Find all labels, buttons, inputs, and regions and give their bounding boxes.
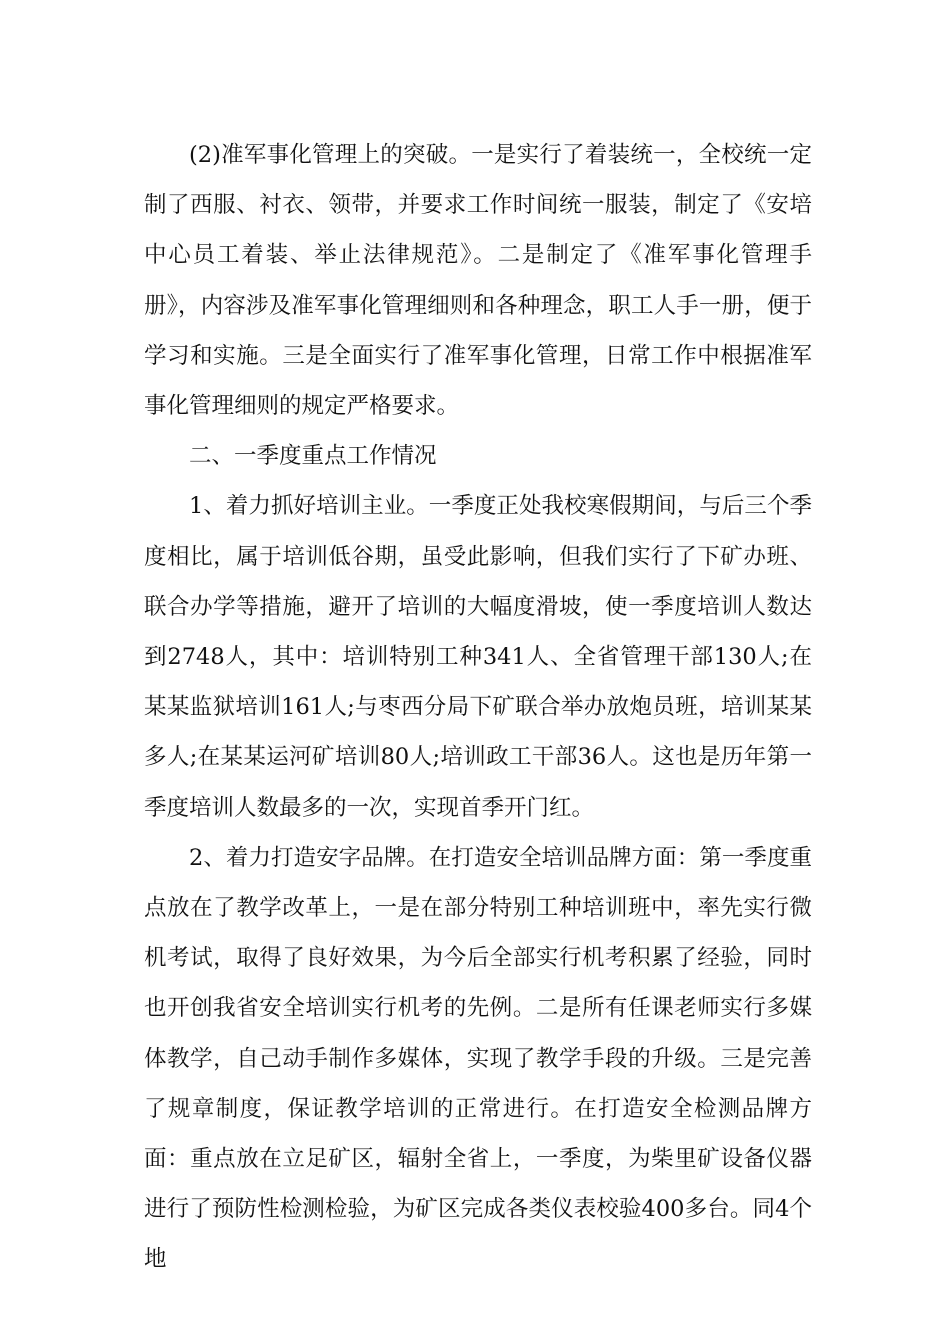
paragraph-military-management: (2)准军事化管理上的突破。一是实行了着装统一，全校统一定制了西服、衬衣、领带，并要求工作时间统一服装，制定了《安培中心员工着装、举止法律规范》。二是制定了《准军事化管理手册》，内容涉及准军事化管理细则和各种理念，职工人手一册，便于学习和实施。三是全面实行了准军事化管理，日常工作中根据准军事化管理细则的规定严格要求。 (144, 142, 812, 420)
paragraph-brand: 2、着力打造安字品牌。在打造安全培训品牌方面：第一季度重点放在了教学改革上，一是在部分特别工种培训班中，率先实行微机考试，取得了良好效果，为今后全部实行机考积累了经验，同时也开创我省安全培训实行机考的先例。二是所有任课老师实行多媒体教学，自己动手制作多媒体，实现了教学手段的升级。三是完善了规章制度，保证教学培训的正常进行。在打造安全检测品牌方面：重点放在立足矿区，辐射全省上，一季度，为柴里矿设备仪器进行了预防性检测检验，为矿区完成各类仪表校验400多台。同4个地 (144, 844, 812, 1273)
section-heading-q1-work: 二、一季度重点工作情况 (189, 443, 437, 470)
document-body (144, 130, 812, 1285)
paragraph-training: 1、着力抓好培训主业。一季度正处我校寒假期间，与后三个季度相比，属于培训低谷期，虽受此影响，但我们实行了下矿办班、联合办学等措施，避开了培训的大幅度滑坡，使一季度培训人数达到2748人，其中：培训特别工种341人、全省管理干部130人;在某某监狱培训161人;与枣西分局下矿联合举办放炮员班，培训某某多人;在某某运河矿培训80人;培训政工干部36人。这也是历年第一季度培训人数最多的一次，实现首季开门红。 (144, 493, 812, 821)
